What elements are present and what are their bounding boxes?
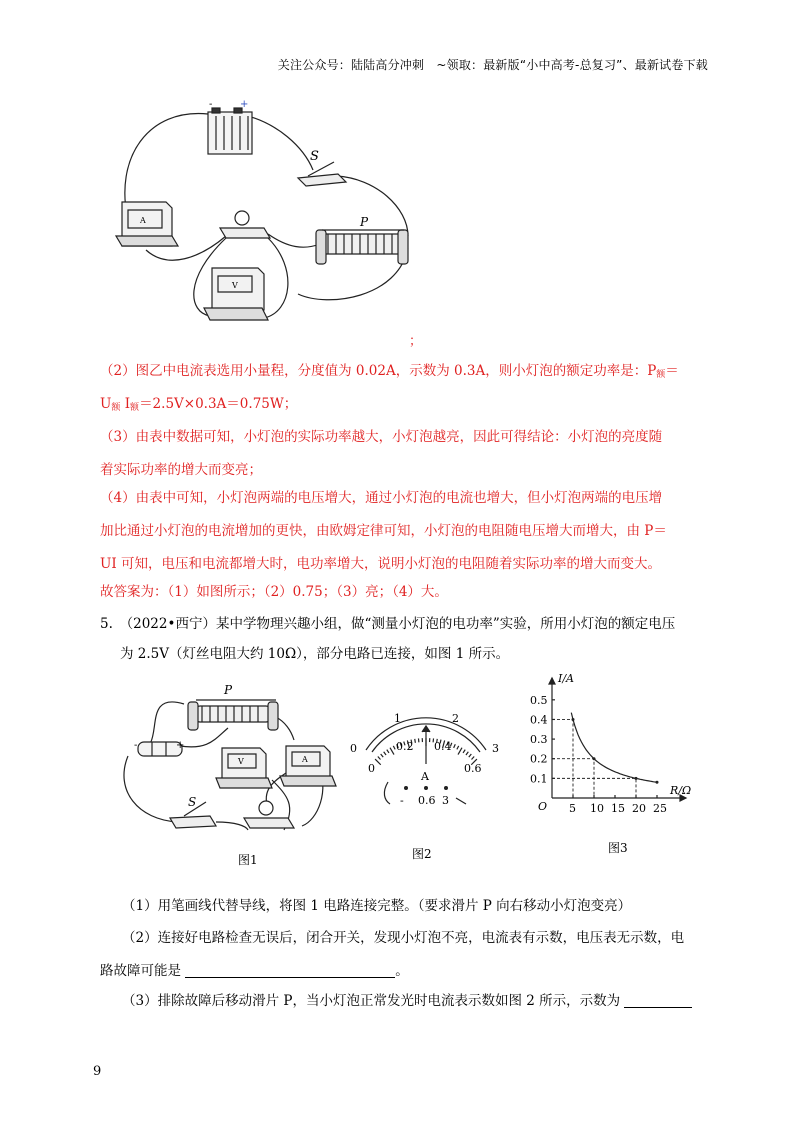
battery-plus-label: + <box>240 99 249 110</box>
fig2-ammeter-dial <box>344 680 514 870</box>
chart-y-tick-label: 0.3 <box>530 733 548 747</box>
slider-label: P <box>360 215 369 229</box>
fig3-xlabel: R/Ω <box>670 784 692 797</box>
page-header: 关注公众号：陆陆高分冲刺 ~领取：最新版“小中高考-总复习”、最新试卷下载 <box>277 58 708 72</box>
dial-tick <box>375 759 381 765</box>
chart-y-arrow <box>549 678 555 684</box>
fig3-caption: 图3 <box>608 841 628 855</box>
question5-line1: 5. （2022•西宁）某中学物理兴趣小组，做“测量小灯泡的电功率”实验，所用小灯泡的额定电压 <box>100 616 676 632</box>
answer-p2-line2: $U_额$ $I_额=2.5V\times 0.3A=0.75W$； <box>100 396 298 413</box>
dial-tick <box>458 748 462 755</box>
fig1-circuit <box>118 680 348 870</box>
dial-tick <box>390 748 394 755</box>
fig2-unit: A <box>421 770 429 783</box>
question5-sub1: （1）用笔画线代替导线，将图 1 电路连接完整。（要求滑片 P 向右移动小灯泡变亮） <box>122 898 632 914</box>
answer-p4-line1: （4）由表中可知，小灯泡两端的电压增大，通过小灯泡的电流也增大，但小灯泡两端的电压增 <box>100 490 663 506</box>
fig2-outer-tick-2: 2 <box>452 712 459 725</box>
question5-sub2-line2: 路故障可能是 。 <box>100 963 409 979</box>
battery-minus-label: - <box>209 99 213 110</box>
question5-line2: 为 2.5V（灯丝电阻大约 10Ω），部分电路已连接，如图 1 所示。 <box>120 646 510 662</box>
fig1-minus-label: - <box>134 740 138 751</box>
dial-tick <box>457 746 459 750</box>
circuit-figure-top <box>108 98 428 346</box>
ammeter-label: A <box>140 216 146 225</box>
figure-semicolon: ； <box>409 334 423 349</box>
fig2-inner-tick-0: 0 <box>368 762 375 775</box>
fig2-outer-tick-3: 3 <box>492 742 499 755</box>
chart-data-point <box>635 777 637 779</box>
fig3-ylabel: I/A <box>558 672 574 685</box>
fig1-slider-label: P <box>224 683 233 697</box>
chart-series-line <box>571 713 657 783</box>
fig2-outer-tick-0: 0 <box>350 742 357 755</box>
dial-tick <box>454 744 456 748</box>
page-number: 9 <box>93 1064 102 1079</box>
fig2-terminal-06: 0.6 <box>418 794 436 807</box>
chart-y-tick-label: 0.1 <box>530 772 548 786</box>
fig2-terminal-3: 3 <box>442 794 449 807</box>
fig2-inner-tick-2: 0.4 <box>434 740 452 753</box>
voltmeter-label: V <box>232 281 238 290</box>
switch-label: S <box>310 149 319 164</box>
answer-p3-line2: 着实际功率的增大而变亮； <box>100 462 262 478</box>
dial-tick <box>415 739 416 743</box>
chart-x-tick-label: 10 <box>590 802 604 815</box>
question5-sub3: （3）排除故障后移动滑片 P，当小灯泡正常发光时电流表示数如图 2 所示，示数为 <box>122 985 772 1018</box>
answer-final: 故答案为：（1）如图所示；（2）0.75；（3）亮；（4）大。 <box>100 584 448 600</box>
fig1-switch-label: S <box>188 795 197 809</box>
chart-data-point <box>656 781 658 783</box>
fig2-inner-tick-1: 0.2 <box>396 740 414 753</box>
fig1-plus-label: + <box>176 740 185 751</box>
chart-y-tick-label: 0.5 <box>530 693 548 707</box>
chart-y-tick-label: 0.2 <box>530 752 548 766</box>
fig2-outer-tick-1: 1 <box>394 712 401 725</box>
fig2-caption: 图2 <box>412 847 432 861</box>
dial-tick <box>381 754 384 757</box>
answer-p4-line2: 加比通过小灯泡的电流增加的更快，由欧姆定律可知，小灯泡的电阻随电压增大而增大，由 P＝ <box>100 523 667 539</box>
answer-blank-fault[interactable] <box>185 961 395 978</box>
answer-p3-line1: （3）由表中数据可知，小灯泡的实际功率越大，小灯泡越亮，因此可得结论：小灯泡的亮度随 <box>100 429 663 445</box>
answer-p2-line1: （2）图乙中电流表选用小量程，分度值为 0.02A，示数为 0.3A，则小灯泡的额定功率是：$P_额=$ <box>100 363 679 380</box>
dial-tick <box>393 746 395 750</box>
fig3-chart <box>522 668 702 858</box>
fig2-inner-tick-3: 0.6 <box>464 762 482 775</box>
fig2-terminal-minus: - <box>400 794 404 807</box>
dial-tick <box>387 750 389 753</box>
answer-blank-current[interactable] <box>624 991 692 1008</box>
chart-x-tick-label: 25 <box>653 802 667 815</box>
fig1-ammeter-label: A <box>302 755 308 764</box>
fig1-voltmeter-label: V <box>238 757 244 766</box>
dial-tick <box>466 752 468 755</box>
chart-x-tick-label: 20 <box>632 802 646 815</box>
dial-tick <box>378 756 381 759</box>
dial-tick <box>469 754 472 757</box>
question5-sub2-line1: （2）连接好电路检查无误后，闭合开关，发现小灯泡不亮，电流表有示数，电压表无示数，电 <box>122 930 685 946</box>
chart-data-point <box>593 758 595 760</box>
fig3-origin: O <box>538 800 548 813</box>
chart-x-tick-label: 15 <box>611 802 625 815</box>
chart-x-tick-label: 5 <box>569 802 576 815</box>
dial-tick <box>463 750 465 753</box>
dial-tick <box>472 756 475 759</box>
fig1-caption: 图1 <box>238 853 258 867</box>
chart-y-tick-label: 0.4 <box>530 713 548 727</box>
chart-data-point <box>572 719 574 721</box>
dial-tick <box>384 752 386 755</box>
answer-p4-line3: UI 可知，电压和电流都增大时，电功率增大，说明小灯泡的电阻随着实际功率的增大而变大。 <box>100 556 662 572</box>
